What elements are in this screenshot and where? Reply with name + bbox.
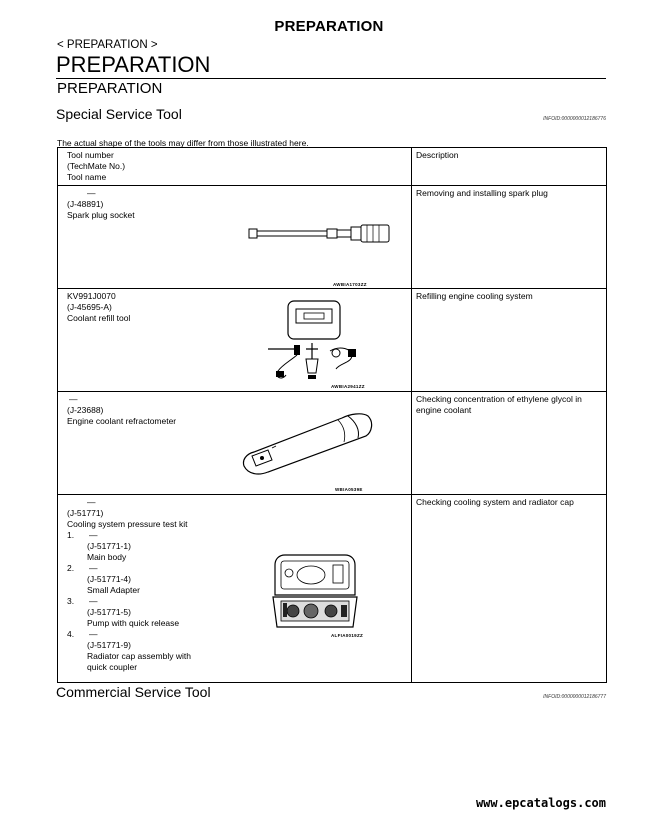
item-line: (J-51771-1) [87,541,131,551]
special-service-tool-title: Special Service Tool [56,106,182,122]
item-line: Small Adapter [87,585,140,595]
tool-description: Removing and installing spark plug [412,186,607,289]
tool-name: Cooling system pressure test kit [67,519,188,529]
table-header-row [58,148,607,186]
table-row [58,495,607,683]
item-line: Radiator cap assembly with [87,651,191,661]
tool-description: Checking concentration of ethylene glycol in engine coolant [412,392,607,495]
illustration-code: ALFIA0019ZZ [331,633,364,638]
item-number: 1. [67,530,75,540]
item-number: 4. [67,629,75,639]
item-line: quick coupler [87,662,138,672]
tool-name: Coolant refill tool [67,313,131,323]
item-line: Main body [87,552,127,562]
illustration-code: WBIA0539E [335,487,363,492]
item-line: — [89,530,98,540]
tool-techmate: (J-48891) [67,199,104,209]
item-line: (J-51771-9) [87,640,131,650]
commercial-service-tool-heading [56,684,606,702]
footer-url[interactable]: www.epcatalogs.com [475,796,606,810]
tool-cell [58,186,412,289]
tool-number: KV991J0070 [67,291,116,301]
item-number: 3. [67,596,75,606]
item-line: — [89,629,98,639]
breadcrumb[interactable]: < PREPARATION > [57,39,158,51]
tool-description: Checking cooling system and radiator cap [412,495,607,683]
tool-cell [58,495,412,683]
tool-cell [58,392,412,495]
tool-techmate: (J-45695-A) [67,302,112,312]
pressure-test-kit-icon [271,551,359,633]
special-service-tool-heading [56,106,606,124]
tool-description: Refilling engine cooling system [412,289,607,392]
illustration-code: AWBIA2941ZZ [331,384,365,389]
table-row [58,289,607,392]
commercial-service-tool-infoid: INFOID:0000000012186777 [543,694,606,700]
tool-name: Engine coolant refractometer [67,416,177,426]
special-service-tool-infoid: INFOID:0000000012186776 [543,116,606,122]
item-line: — [89,563,98,573]
tool-techmate: (J-51771) [67,508,104,518]
section-title: PREPARATION [56,53,606,79]
header-line: (TechMate No.) [67,161,126,171]
commercial-service-tool-title: Commercial Service Tool [56,684,211,700]
table-row [58,392,607,495]
coolant-refill-tool-icon [260,299,370,383]
illustration-code: AWBIA1703ZZ [333,282,367,287]
item-line: Pump with quick release [87,618,180,628]
item-line: — [89,596,98,606]
section-subtitle: PREPARATION [57,80,163,97]
tool-name: Spark plug socket [67,210,135,220]
page-title: PREPARATION [274,18,384,35]
spark-plug-socket-icon [247,221,393,245]
header-line: Tool number [67,150,114,160]
tool-cell [58,289,412,392]
item-number: 2. [67,563,75,573]
tool-number: — [69,394,78,404]
header-description: Description [412,148,607,186]
special-service-tool-table [57,147,607,683]
item-line: (J-51771-4) [87,574,131,584]
item-line: (J-51771-5) [87,607,131,617]
header-line: Tool name [67,172,107,182]
refractometer-icon [238,408,378,478]
tool-number: — [87,497,96,507]
table-row [58,186,607,289]
shape-note: The actual shape of the tools may differ from those illustrated here. [57,138,309,148]
tool-techmate: (J-23688) [67,405,104,415]
tool-number: — [87,188,96,198]
header-tool-number [58,148,412,186]
